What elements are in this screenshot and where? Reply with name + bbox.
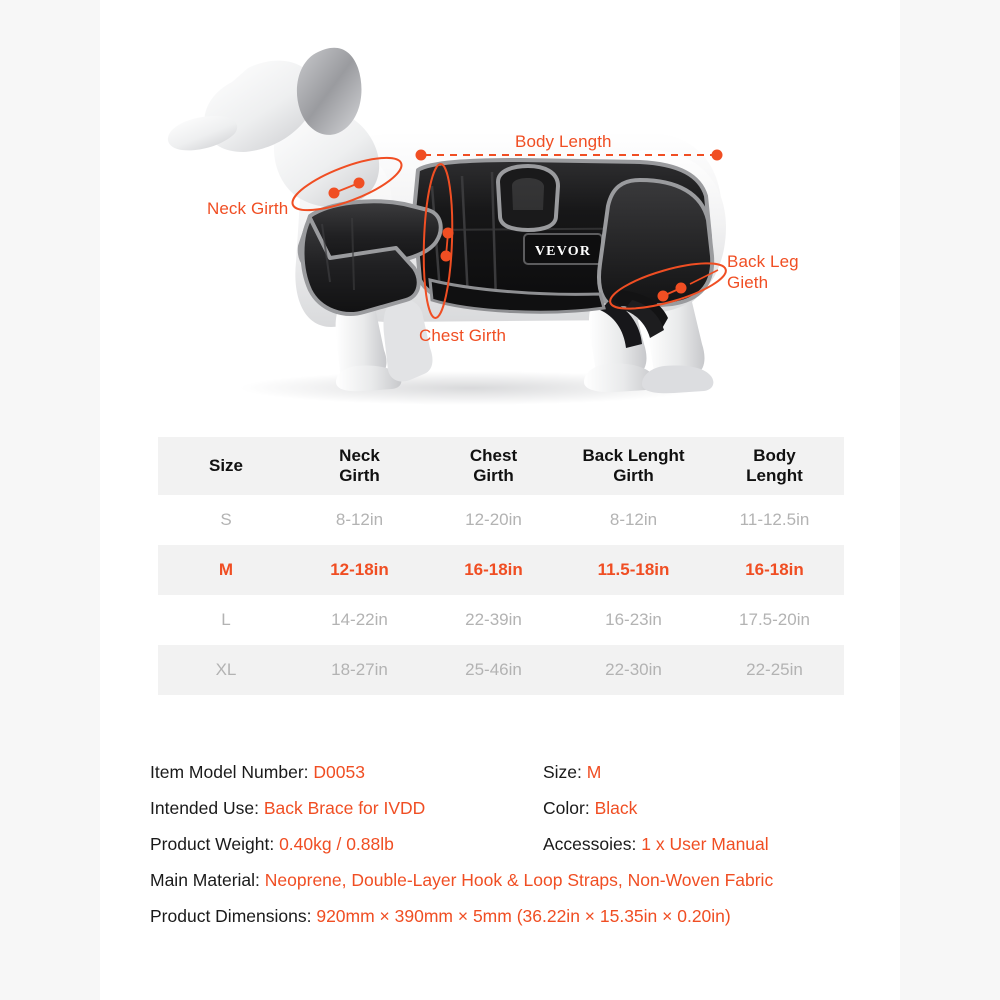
column-header-back-lenght-girth-line1: Back Lenght: [582, 445, 685, 465]
column-header-back-lenght-girth: [562, 437, 705, 495]
spec-item-color: [543, 800, 637, 818]
cell-back-lenght-girth: 8-12in: [609, 509, 658, 529]
spec-label-size: Size:: [543, 762, 582, 782]
table-header-row: [158, 437, 844, 495]
cell-chest-girth: 25-46in: [465, 659, 522, 679]
cell-back-lenght-girth: 16-23in: [605, 609, 662, 629]
spec-item-product-dimensions: [150, 908, 731, 926]
spec-label-product-weight: Product Weight:: [150, 834, 275, 854]
product-illustration: [0, 0, 1000, 420]
column-header-neck-girth-line1: Neck: [339, 445, 380, 465]
cell-neck-girth: 12-18in: [330, 559, 389, 579]
column-header-body-lenght-line1: Body: [753, 445, 796, 465]
spec-value-color: Black: [594, 798, 638, 818]
callout-label-body-length: Body Length: [515, 132, 612, 151]
spec-value-model-number: D0053: [313, 762, 365, 782]
vevor-logo-text: VEVOR: [534, 244, 592, 259]
size-chart-table: [158, 437, 844, 695]
callout-label-back-leg-girth: [727, 251, 799, 294]
cell-size: M: [218, 559, 234, 579]
cell-neck-girth: 14-22in: [331, 609, 388, 629]
spec-item-intended-use: [150, 800, 425, 818]
spec-label-model-number: Item Model Number:: [150, 762, 309, 782]
column-header-back-lenght-girth-line2: Girth: [613, 466, 654, 485]
table-row: [158, 595, 844, 645]
cell-body-lenght: 16-18in: [745, 559, 804, 579]
column-header-chest-girth-line2: Girth: [473, 466, 514, 485]
spec-label-main-material: Main Material:: [150, 870, 260, 890]
column-header-body-lenght: [705, 437, 844, 495]
spec-item-main-material: [150, 872, 773, 890]
spec-value-product-weight: 0.40kg / 0.88lb: [279, 834, 394, 854]
dog-brace-diagram-svg: [0, 0, 1000, 420]
spec-value-main-material: Neoprene, Double-Layer Hook & Loop Straps, Non-Woven Fabric: [264, 870, 774, 890]
spec-value-product-dimensions: 920mm × 390mm × 5mm (36.22in × 15.35in × 0.20in): [316, 906, 731, 926]
cell-back-lenght-girth: 22-30in: [605, 659, 662, 679]
cell-back-lenght-girth: 11.5-18in: [597, 559, 670, 579]
callout-label-neck-girth: Neck Girth: [207, 199, 289, 218]
table-row: [158, 645, 844, 695]
spec-item-product-weight: [150, 836, 394, 854]
product-spec-card: [124, 730, 876, 962]
cell-size: S: [220, 509, 232, 529]
column-header-chest-girth: [425, 437, 562, 495]
column-header-size-line1: Size: [208, 455, 244, 475]
cell-chest-girth: 12-20in: [465, 509, 522, 529]
column-header-neck-girth: [294, 437, 425, 495]
cell-body-lenght: 11-12.5in: [739, 509, 810, 529]
cell-neck-girth: 8-12in: [335, 509, 384, 529]
cell-size: L: [221, 609, 231, 629]
spec-value-accessories: 1 x User Manual: [641, 834, 769, 854]
spec-value-size: M: [586, 762, 602, 782]
spec-item-accessories: [543, 836, 769, 854]
callout-label-back-leg-girth-line2: Gieth: [727, 273, 769, 293]
spec-label-color: Color:: [543, 798, 590, 818]
spec-item-model-number: [150, 764, 365, 782]
column-header-neck-girth-line2: Girth: [339, 466, 380, 485]
cell-body-lenght: 22-25in: [746, 659, 803, 679]
spec-item-size: [543, 764, 601, 782]
column-header-body-lenght-line2: Lenght: [746, 466, 803, 485]
spec-label-product-dimensions: Product Dimensions:: [150, 906, 312, 926]
cell-chest-girth: 16-18in: [464, 559, 523, 579]
spec-value-intended-use: Back Brace for IVDD: [263, 798, 426, 818]
table-row-selected: [158, 545, 844, 595]
callout-label-chest-girth: Chest Girth: [419, 326, 507, 345]
spec-label-accessories: Accessoies:: [543, 834, 637, 854]
cell-chest-girth: 22-39in: [465, 609, 522, 629]
cell-neck-girth: 18-27in: [331, 659, 388, 679]
callout-label-back-leg-girth-line1: Back Leg: [727, 252, 799, 271]
spec-label-intended-use: Intended Use:: [150, 798, 259, 818]
table-row: [158, 495, 844, 545]
cell-size: XL: [215, 659, 237, 679]
cell-body-lenght: 17.5-20in: [739, 609, 810, 629]
column-header-size: [158, 437, 294, 495]
column-header-chest-girth-line1: Chest: [469, 445, 518, 465]
